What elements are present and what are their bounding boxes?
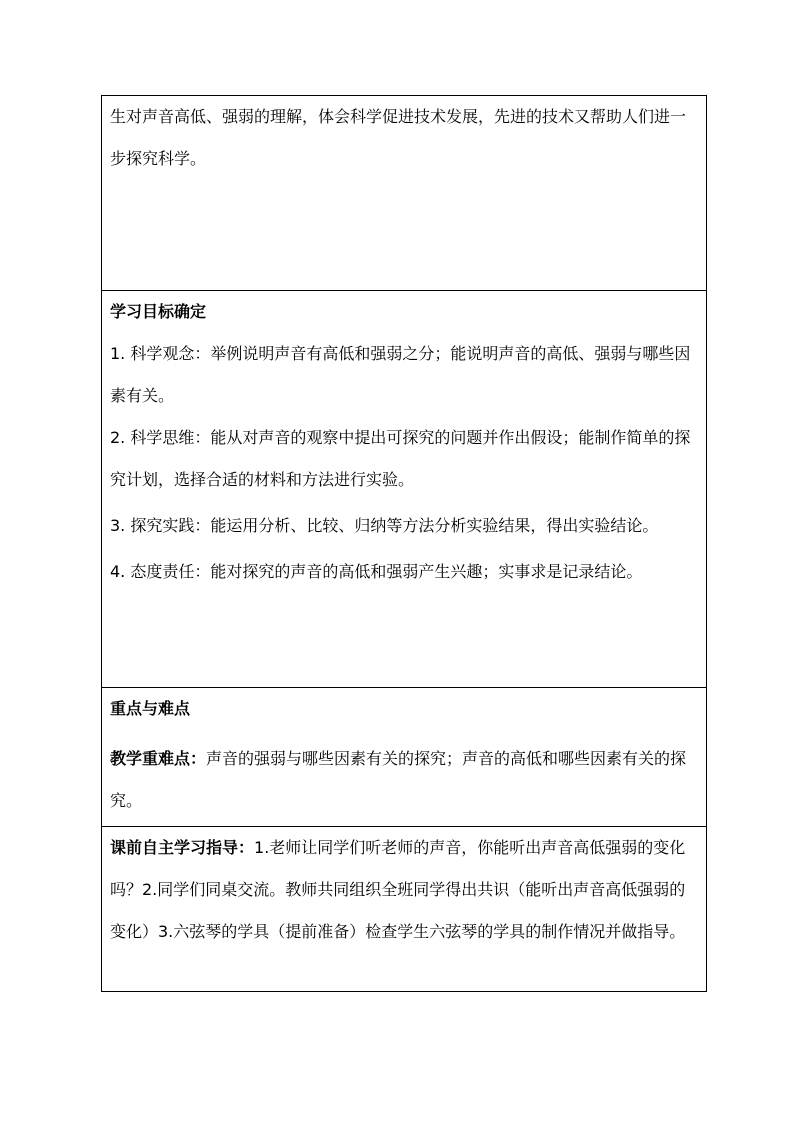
preview-text: 1.老师让同学们听老师的声音，你能听出声音高低强弱的变化吗？2.同学们同桌交流。教师共同组织全班同学得出共识（能听出声音高低强弱的变化）3.六弦琴的学具（提前准备）检查学生六弦琴的学具的制作情况并做指导。 <box>110 838 686 941</box>
preview-cell <box>102 827 707 992</box>
table-row <box>102 291 707 688</box>
preview-paragraph <box>110 827 698 953</box>
key-points-heading: 重点与难点 <box>110 699 191 718</box>
table-row <box>102 827 707 992</box>
objective-item-1: 1. 科学观念：举例说明声音有高低和强弱之分；能说明声音的高低、强弱与哪些因素有关。 <box>110 344 691 405</box>
key-points-label: 教学重难点： <box>110 749 207 768</box>
lesson-plan-table <box>101 95 707 992</box>
objective-item-4: 4. 态度责任：能对探究的声音的高低和强弱产生兴趣；实事求是记录结论。 <box>110 562 643 581</box>
table-row <box>102 96 707 291</box>
key-points-text: 声音的强弱与哪些因素有关的探究；声音的高低和哪些因素有关的探究。 <box>110 749 687 810</box>
intro-cell <box>102 96 707 291</box>
objective-item-2: 2. 科学思维：能从对声音的观察中提出可探究的问题并作出假设；能制作简单的探究计划，选择合适的材料和方法进行实验。 <box>110 428 691 489</box>
objective-item-3: 3. 探究实践：能运用分析、比较、归纳等方法分析实验结果，得出实验结论。 <box>110 516 659 535</box>
intro-text: 生对声音高低、强弱的理解，体会科学促进技术发展，先进的技术又帮助人们进一步探究科学。 <box>110 107 687 168</box>
objectives-cell <box>102 291 707 688</box>
preview-label: 课前自主学习指导： <box>110 838 255 857</box>
key-points-paragraph <box>110 738 698 822</box>
table-row <box>102 688 707 827</box>
key-points-cell <box>102 688 707 827</box>
objectives-heading: 学习目标确定 <box>110 302 207 321</box>
